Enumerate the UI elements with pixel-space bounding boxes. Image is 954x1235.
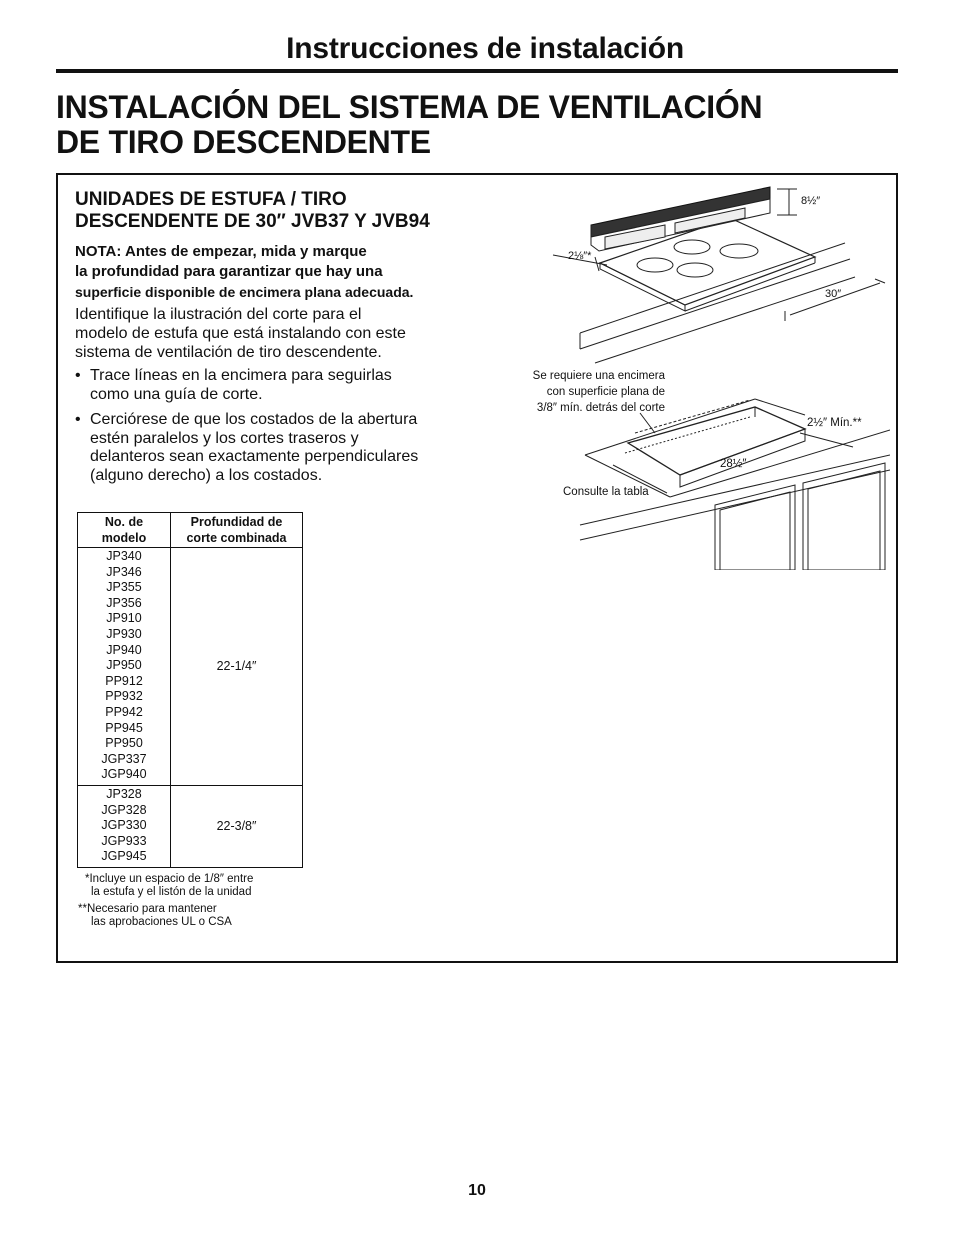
dimension-line xyxy=(800,433,853,447)
cabinet-door-panel xyxy=(720,492,790,570)
note-line2: la profundidad para garantizar que hay una xyxy=(75,263,383,280)
footnote xyxy=(78,903,253,929)
leader-line xyxy=(640,413,655,433)
model-number: PP942 xyxy=(105,704,143,719)
page-title-line1: INSTALACIÓN DEL SISTEMA DE VENTILACIÓN xyxy=(56,89,763,125)
model-number: JGP337 xyxy=(101,751,147,766)
flat-surface-note-line1: Se requiere una encimera xyxy=(532,370,665,382)
header-rule xyxy=(56,69,898,73)
countertop-edge xyxy=(670,430,890,497)
dim-cutout-label: 28½″ xyxy=(720,458,747,470)
page-number: 10 xyxy=(468,1182,486,1199)
flat-surface-note-line3: 3/8″ mín. detrás del corte xyxy=(536,402,665,414)
installation-diagram xyxy=(495,185,890,570)
instruction-box xyxy=(56,173,898,963)
model-number: JP355 xyxy=(106,580,142,595)
model-number: PP932 xyxy=(105,689,143,704)
burner xyxy=(674,240,710,254)
dimension-line xyxy=(625,417,750,453)
countertop-edge xyxy=(755,399,805,415)
model-number: JGP940 xyxy=(101,767,147,782)
note-line3: superficie disponible de encimera plana adecuada. xyxy=(75,284,414,300)
header-text: modelo xyxy=(101,531,147,545)
page-title xyxy=(56,90,876,160)
table-row xyxy=(78,548,303,786)
model-depth-table xyxy=(77,512,303,868)
header-text: corte combinada xyxy=(186,531,287,545)
dim-rear-label: 2½″ Mín.** xyxy=(807,417,862,429)
bullet-dot: • xyxy=(75,411,81,428)
section-title-line1: UNIDADES DE ESTUFA / TIRO xyxy=(75,189,347,210)
footnote-line: las aprobaciones UL o CSA xyxy=(91,916,232,928)
header-title: Instrucciones de instalación xyxy=(286,32,684,65)
footnote-line: *Incluye un espacio de 1/8″ entre xyxy=(85,873,254,885)
dim-gap-label: 2⅛″* xyxy=(568,250,592,262)
cutout-opening xyxy=(628,407,805,475)
bullet-line: (alguno derecho) a los costados. xyxy=(90,466,323,484)
cabinet-door xyxy=(715,485,795,570)
model-number: JP940 xyxy=(106,642,142,657)
model-number: JGP945 xyxy=(101,849,147,864)
model-number: JP340 xyxy=(106,549,142,563)
model-number: JP950 xyxy=(106,658,142,673)
depth-cell: 22-1/4″ xyxy=(171,548,303,786)
model-number: JGP933 xyxy=(101,833,147,848)
model-number: JP910 xyxy=(106,611,142,626)
bullet-line: como una guía de corte. xyxy=(90,385,263,403)
depth-cell: 22-3/8″ xyxy=(171,785,303,867)
column-header-model xyxy=(78,513,171,548)
burner xyxy=(720,244,758,258)
table-row xyxy=(78,785,303,867)
see-table-label: Consulte la tabla xyxy=(563,486,649,498)
dim-width-label: 30″ xyxy=(825,288,842,300)
model-number: JGP328 xyxy=(101,802,147,817)
page-title-line2: DE TIRO DESCENDENTE xyxy=(56,124,431,160)
bullet-item xyxy=(75,411,475,485)
model-number: JP356 xyxy=(106,595,142,610)
body-line1: Identifique la ilustración del corte para el xyxy=(75,306,362,323)
cooktop-illustration xyxy=(553,187,885,363)
model-list-cell xyxy=(78,548,171,786)
cabinet-door xyxy=(803,463,885,570)
bullet-line: estén paralelos y los cortes traseros y xyxy=(90,429,359,447)
bullet-list xyxy=(75,367,475,492)
section-title-line2: DESCENDENTE DE 30″ JVB37 Y JVB94 xyxy=(75,211,430,232)
header-text: Profundidad de xyxy=(190,515,283,529)
table-header-row xyxy=(78,513,303,548)
burner xyxy=(637,258,673,272)
dim-height-label: 8½″ xyxy=(801,195,821,207)
burner xyxy=(677,263,713,277)
body-line2: modelo de estufa que está instalando con este xyxy=(75,325,406,342)
model-list-cell xyxy=(78,785,171,867)
model-number: JP346 xyxy=(106,564,142,579)
column-header-depth xyxy=(171,513,303,548)
dimension-tick xyxy=(595,257,599,271)
model-number: JGP330 xyxy=(101,818,147,833)
model-number: JP930 xyxy=(106,626,142,641)
model-number: PP945 xyxy=(105,720,143,735)
model-number: JP328 xyxy=(106,786,142,801)
cutout-illustration xyxy=(533,370,890,570)
bullet-line: Trace líneas en la encimera para seguirlas xyxy=(90,367,392,384)
flat-surface-note-line2: con superficie plana de xyxy=(546,386,665,398)
bullet-line: Cerciórese de que los costados de la abertura xyxy=(90,411,418,428)
model-number: PP912 xyxy=(105,673,143,688)
body-paragraph xyxy=(75,305,475,362)
footnote-line: la estufa y el listón de la unidad xyxy=(91,886,252,898)
bullet-dot: • xyxy=(75,367,81,384)
bullet-line: delanteros sean exactamente perpendiculares xyxy=(90,448,419,465)
bullet-item xyxy=(75,367,475,404)
header-text: No. de xyxy=(104,515,144,529)
model-number: PP950 xyxy=(105,736,143,751)
body-line3: sistema de ventilación de tiro descendente. xyxy=(75,344,382,361)
cooktop-edge xyxy=(685,263,815,311)
cabinet-door-panel xyxy=(808,471,880,570)
note-text xyxy=(75,242,475,302)
dimension-tick xyxy=(875,279,885,283)
section-title xyxy=(75,189,495,233)
note-line1: NOTA: Antes de empezar, mida y marque xyxy=(75,243,367,260)
footnote xyxy=(78,873,253,899)
footnotes xyxy=(78,873,253,933)
footnote-line: **Necesario para mantener xyxy=(78,903,217,915)
